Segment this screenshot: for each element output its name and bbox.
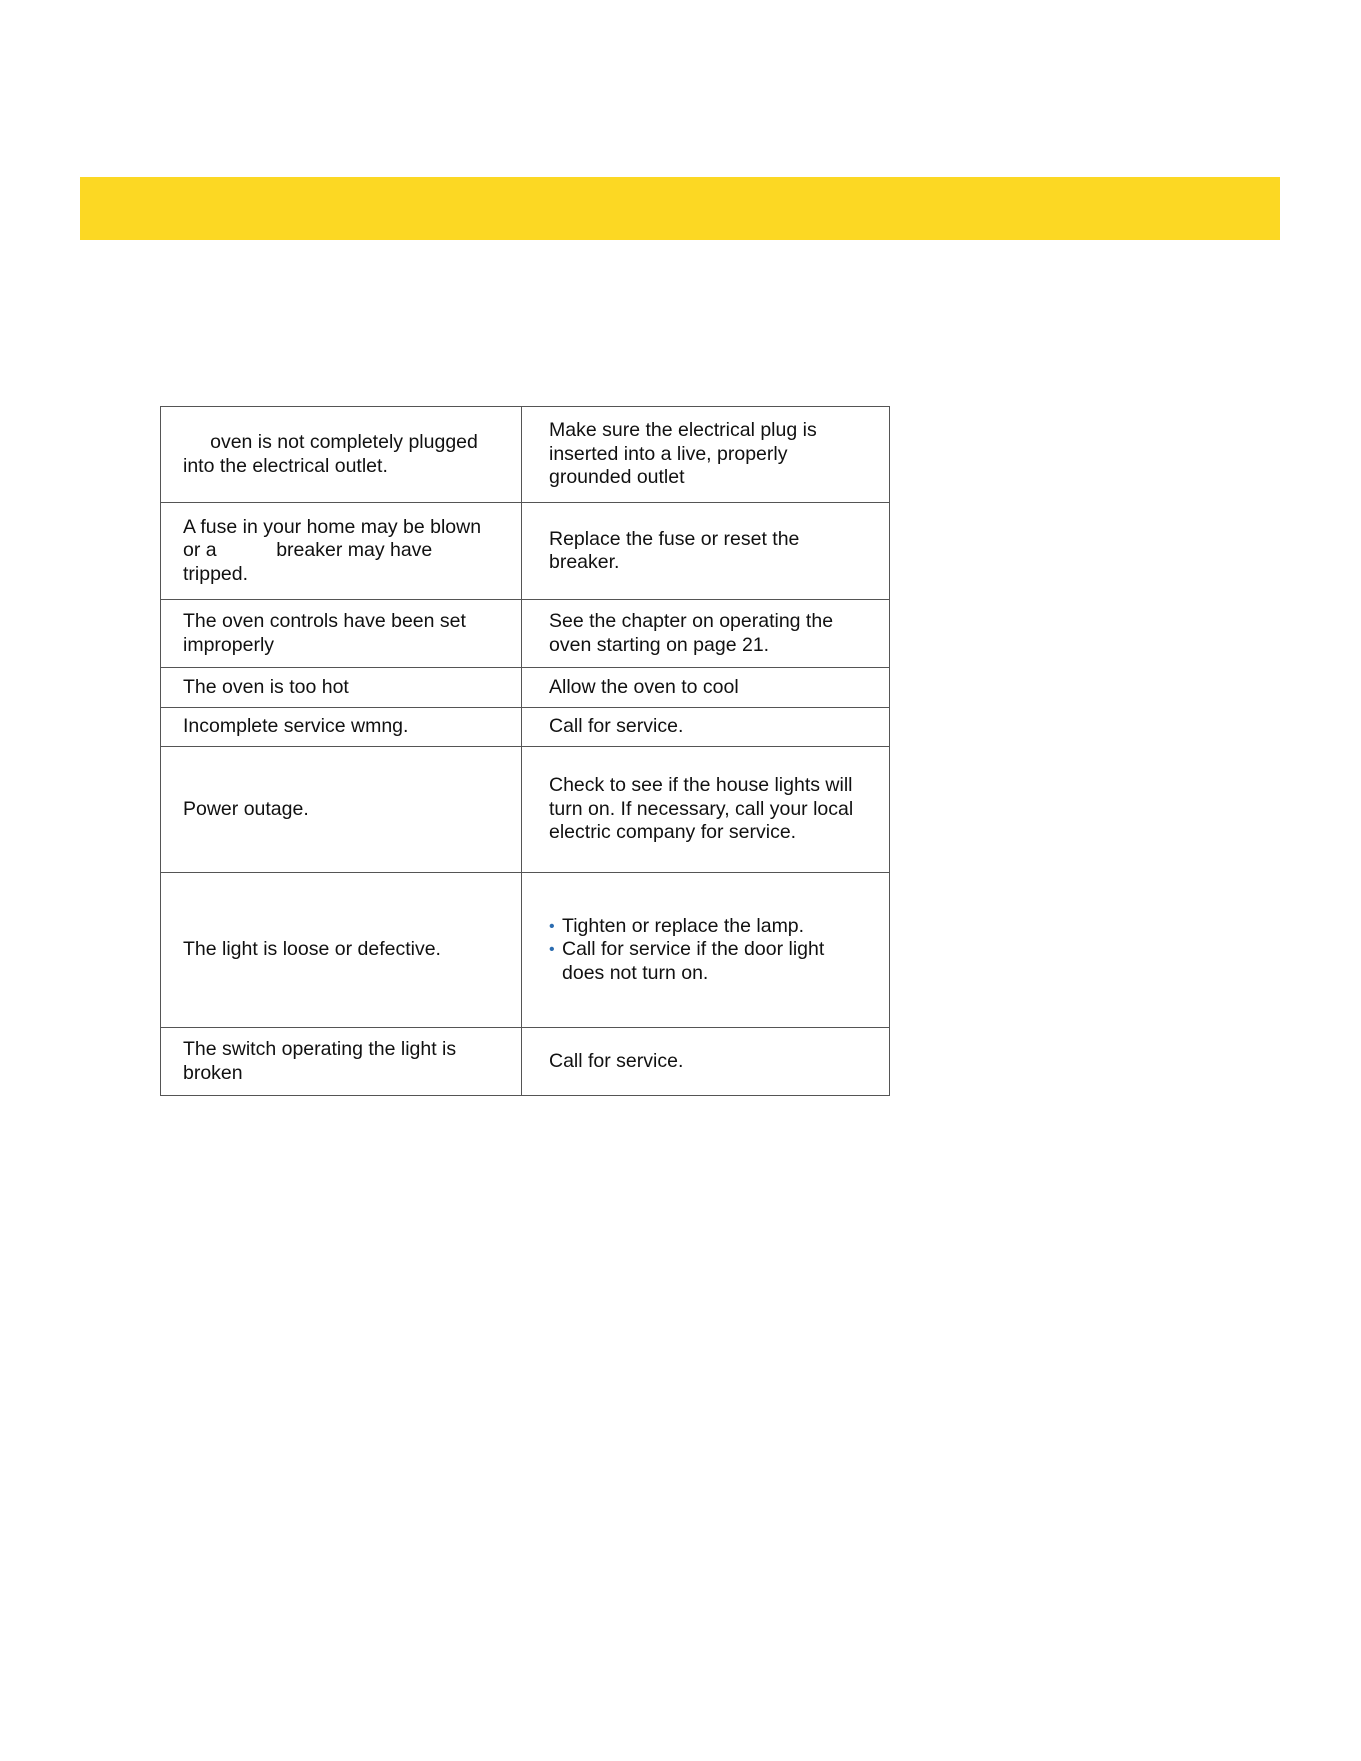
cause-cell: The oven is too hot (161, 668, 522, 708)
table-row (161, 600, 890, 668)
cause-cell: The oven controls have been set improperly (161, 600, 522, 668)
list-item (549, 915, 869, 939)
solution-cell (522, 873, 890, 1028)
table-row (161, 1028, 890, 1096)
solution-cell: Allow the oven to cool (522, 668, 890, 708)
table-row (161, 407, 890, 503)
bullet-icon: • (549, 941, 555, 959)
solution-cell: Replace the fuse or reset the breaker. (522, 503, 890, 600)
table-row (161, 708, 890, 747)
cause-cell: Power outage. (161, 747, 522, 873)
cause-cell: The light is loose or defective. (161, 873, 522, 1028)
section-header-band (80, 177, 1280, 240)
solution-bullet-list (549, 915, 869, 986)
solution-cell: Make sure the electrical plug is inserted into a live, properly grounded outlet (522, 407, 890, 503)
list-item (549, 938, 869, 985)
table-row (161, 873, 890, 1028)
troubleshooting-table (160, 406, 890, 1096)
bullet-text: Call for service if the door light does not turn on. (562, 938, 825, 984)
cause-cell: Incomplete service wmng. (161, 708, 522, 747)
solution-cell: Call for service. (522, 708, 890, 747)
table-row (161, 503, 890, 600)
table-row (161, 747, 890, 873)
bullet-text: Tighten or replace the lamp. (562, 914, 805, 937)
table-row (161, 668, 890, 708)
cause-cell: The switch operating the light is broken (161, 1028, 522, 1096)
solution-cell: See the chapter on operating the oven starting on page 21. (522, 600, 890, 668)
solution-cell: Call for service. (522, 1028, 890, 1096)
bullet-icon: • (549, 917, 555, 935)
solution-cell: Check to see if the house lights will turn on. If necessary, call your local electric company for service. (522, 747, 890, 873)
cause-cell: oven is not completely plugged into the electrical outlet. (161, 407, 522, 503)
cause-cell: A fuse in your home may be blown or a breaker may have tripped. (161, 503, 522, 600)
